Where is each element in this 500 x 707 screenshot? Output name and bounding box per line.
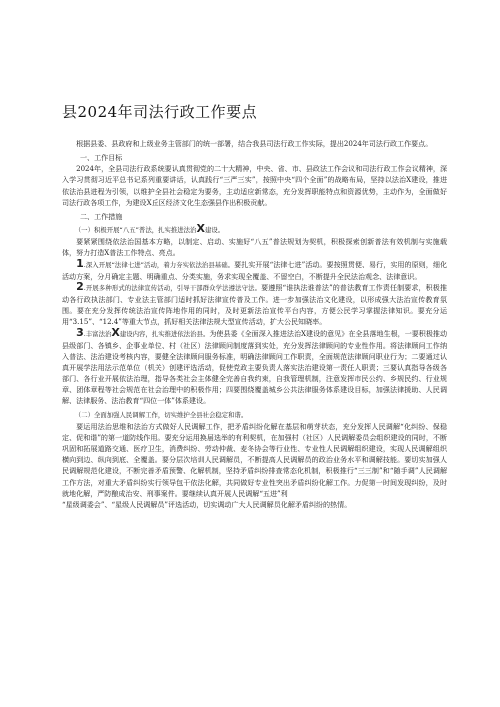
item-1-lead: .深入开展“法律七进”活动，着力夯实依法治县基础。 <box>83 260 235 269</box>
item-1-number: 1 <box>76 256 84 270</box>
subsection-1-heading <box>62 222 447 236</box>
subsection-1-paragraph: 要紧紧围绕依法治国基本方略，以制定、启动、实施好“八五”普法规划为契机，积极探索创新普法有效机制与实施载体，努力打造X普法工作特点、亮点。 <box>62 237 447 258</box>
subsection-2-paragraph: 要运用法治思维和法治方式做好人民调解工作，把矛盾纠纷化解在基层和萌芽状态，充分发挥人民调解“化纠纷、保稳定、促和谐”的第一道防线作用。要充分运用换届选举的有利契机，在加强村（社区）人民调解委员会组织建设的同时，不断巩固和拓展道路交通、医疗卫生，消费纠纷、劳动仲裁、麦冬协会等行业性、专业性人民调解组织建设，实现人民调解组织横向到边、纵向到底、全覆盖。要分层次培训人民调解员，不断提高人民调解员的政治业务水平和调解技能。要切实加强人民调解规范化建设，不断完善矛盾预警、化解机制，坚持矛盾纠纷排查常态化机制，积极推行“三三制”和“随手调”人民调解工作方法，对重大矛盾纠纷实行领导包干依法化解，共同做好专业性突出矛盾纠纷化解工作。力促第一时间发现纠纷，及时就地化解，严防酿成治安、刑事案件。要继续认真开展人民调解“五进”利 <box>62 421 447 498</box>
item-3-text: 为使县委《全面深入推进法治X建设的意见》在全县落地生根，一要积极推动县级部门、各镇乡、企事业单位、村（社区）法律顾问制度落到实处，充分发挥法律顾问的专业性作用。将法律顾问工作纳入普法、法治建设考核内容，要健全法律顾问服务标准，明确法律顾问工作职责，全面规范法律顾问职业行为；二要通过认真开展学法用法示范单位（机关）创建评选活动，促使党政主要负责人落实法治建设第一责任人职责；三要认真指导各级各部门、各行业开展依法治理，指导各类社会主体健全完善自我约束，自我管理机制，注意发挥市民公约、乡规民约、行业规章、团体章程等社会规范在社会治理中的积极作用；四要围绕覆盖城乡公共法律服务体系建设目标，加强法律援助、人民调解、法律服务、法治教育“四位一体”体系建设。 <box>62 328 448 406</box>
item-3-paragraph <box>62 325 448 407</box>
item-2-lead: .开展多种形式的法律宣传活动，引导干部群众学法遵法守法。 <box>83 283 262 292</box>
section-1-heading: 一、工作目标 <box>80 153 123 163</box>
subsection-1-heading-x: X <box>196 222 205 236</box>
item-3-lead-b: 建设内容，扎实推进依法治县。 <box>119 329 210 338</box>
document-title: 县2024年司法行政工作要点 <box>62 103 258 121</box>
subsection-2-paragraph-continued: “星级调委会”、“星级人民调解员”评选活动，切实调动广大人民调解员化解矛盾纠纷的热情。 <box>62 499 352 509</box>
intro-paragraph: 根据县委、县政府和上级业务主管部门的统一部署，结合我县司法行政工作实际，提出2024年司法行政工作要点。 <box>76 139 433 148</box>
item-2-text: 要遵照“谁执法谁普法”的普法教育工作责任制要求，积极推动各行政执法部门、专业法主管部门适时抓好法律宣传普及工作。进一步加强法治文化建设，以形成强大法治宣传教育氛围。要在充分发挥传统法治宣传阵地作用的同时，及时更新法治宣传平台内容，方便公民学习掌握法律知识。要充分运用“3.15”、“12.4”等重大节点，抓好相关法律法规大型宣传活动，扩大公民知晓率。 <box>62 282 447 327</box>
item-1-paragraph <box>62 256 447 282</box>
document-body <box>62 138 447 510</box>
item-3-lead-x: X <box>111 325 120 339</box>
item-2-number: 2 <box>76 279 84 293</box>
item-3-number: 3 <box>76 325 84 339</box>
section-2-heading: 二、工作措施 <box>80 211 123 221</box>
section-1-paragraph: 2024年，全县司法行政系统要认真贯彻党的二十大精神，中央、省、市、县政法工作会议和司法行政工作会议精神，深入学习贯彻习近平总书记系列重要讲话，认真践行“三严三实”，按照中央“四个全面”的战略布局，坚持以法治X建设，推进依法治县进程为引领，以维护全县社会稳定为要务，主动适应新常态，充分发挥职能特点和资源优势，主动作为，全面做好司法行政各项工作，为建设X丘区经济文化生态强县作出积极贡献。 <box>62 164 447 207</box>
subsection-2-heading: （二）全面加强人民调解工作，切实维护全县社会稳定和谐。 <box>74 410 248 419</box>
item-3-lead-a: .丰富法治 <box>83 329 112 338</box>
item-2-paragraph <box>62 279 447 328</box>
subsection-1-heading-b: 建设。 <box>204 226 225 235</box>
subsection-1-heading-a: （一）积极开展“八五”普法，扎实推进法治 <box>74 226 197 235</box>
item-1-text: 要扎实开展“法律七进”活动。要按照贯便、易行，实用的原则，细化活动方案，分月确定主题、明确重点、分类实施，务求实现全覆盖、不留空白，不断提升全民法治观念、法律意识。 <box>62 259 447 281</box>
